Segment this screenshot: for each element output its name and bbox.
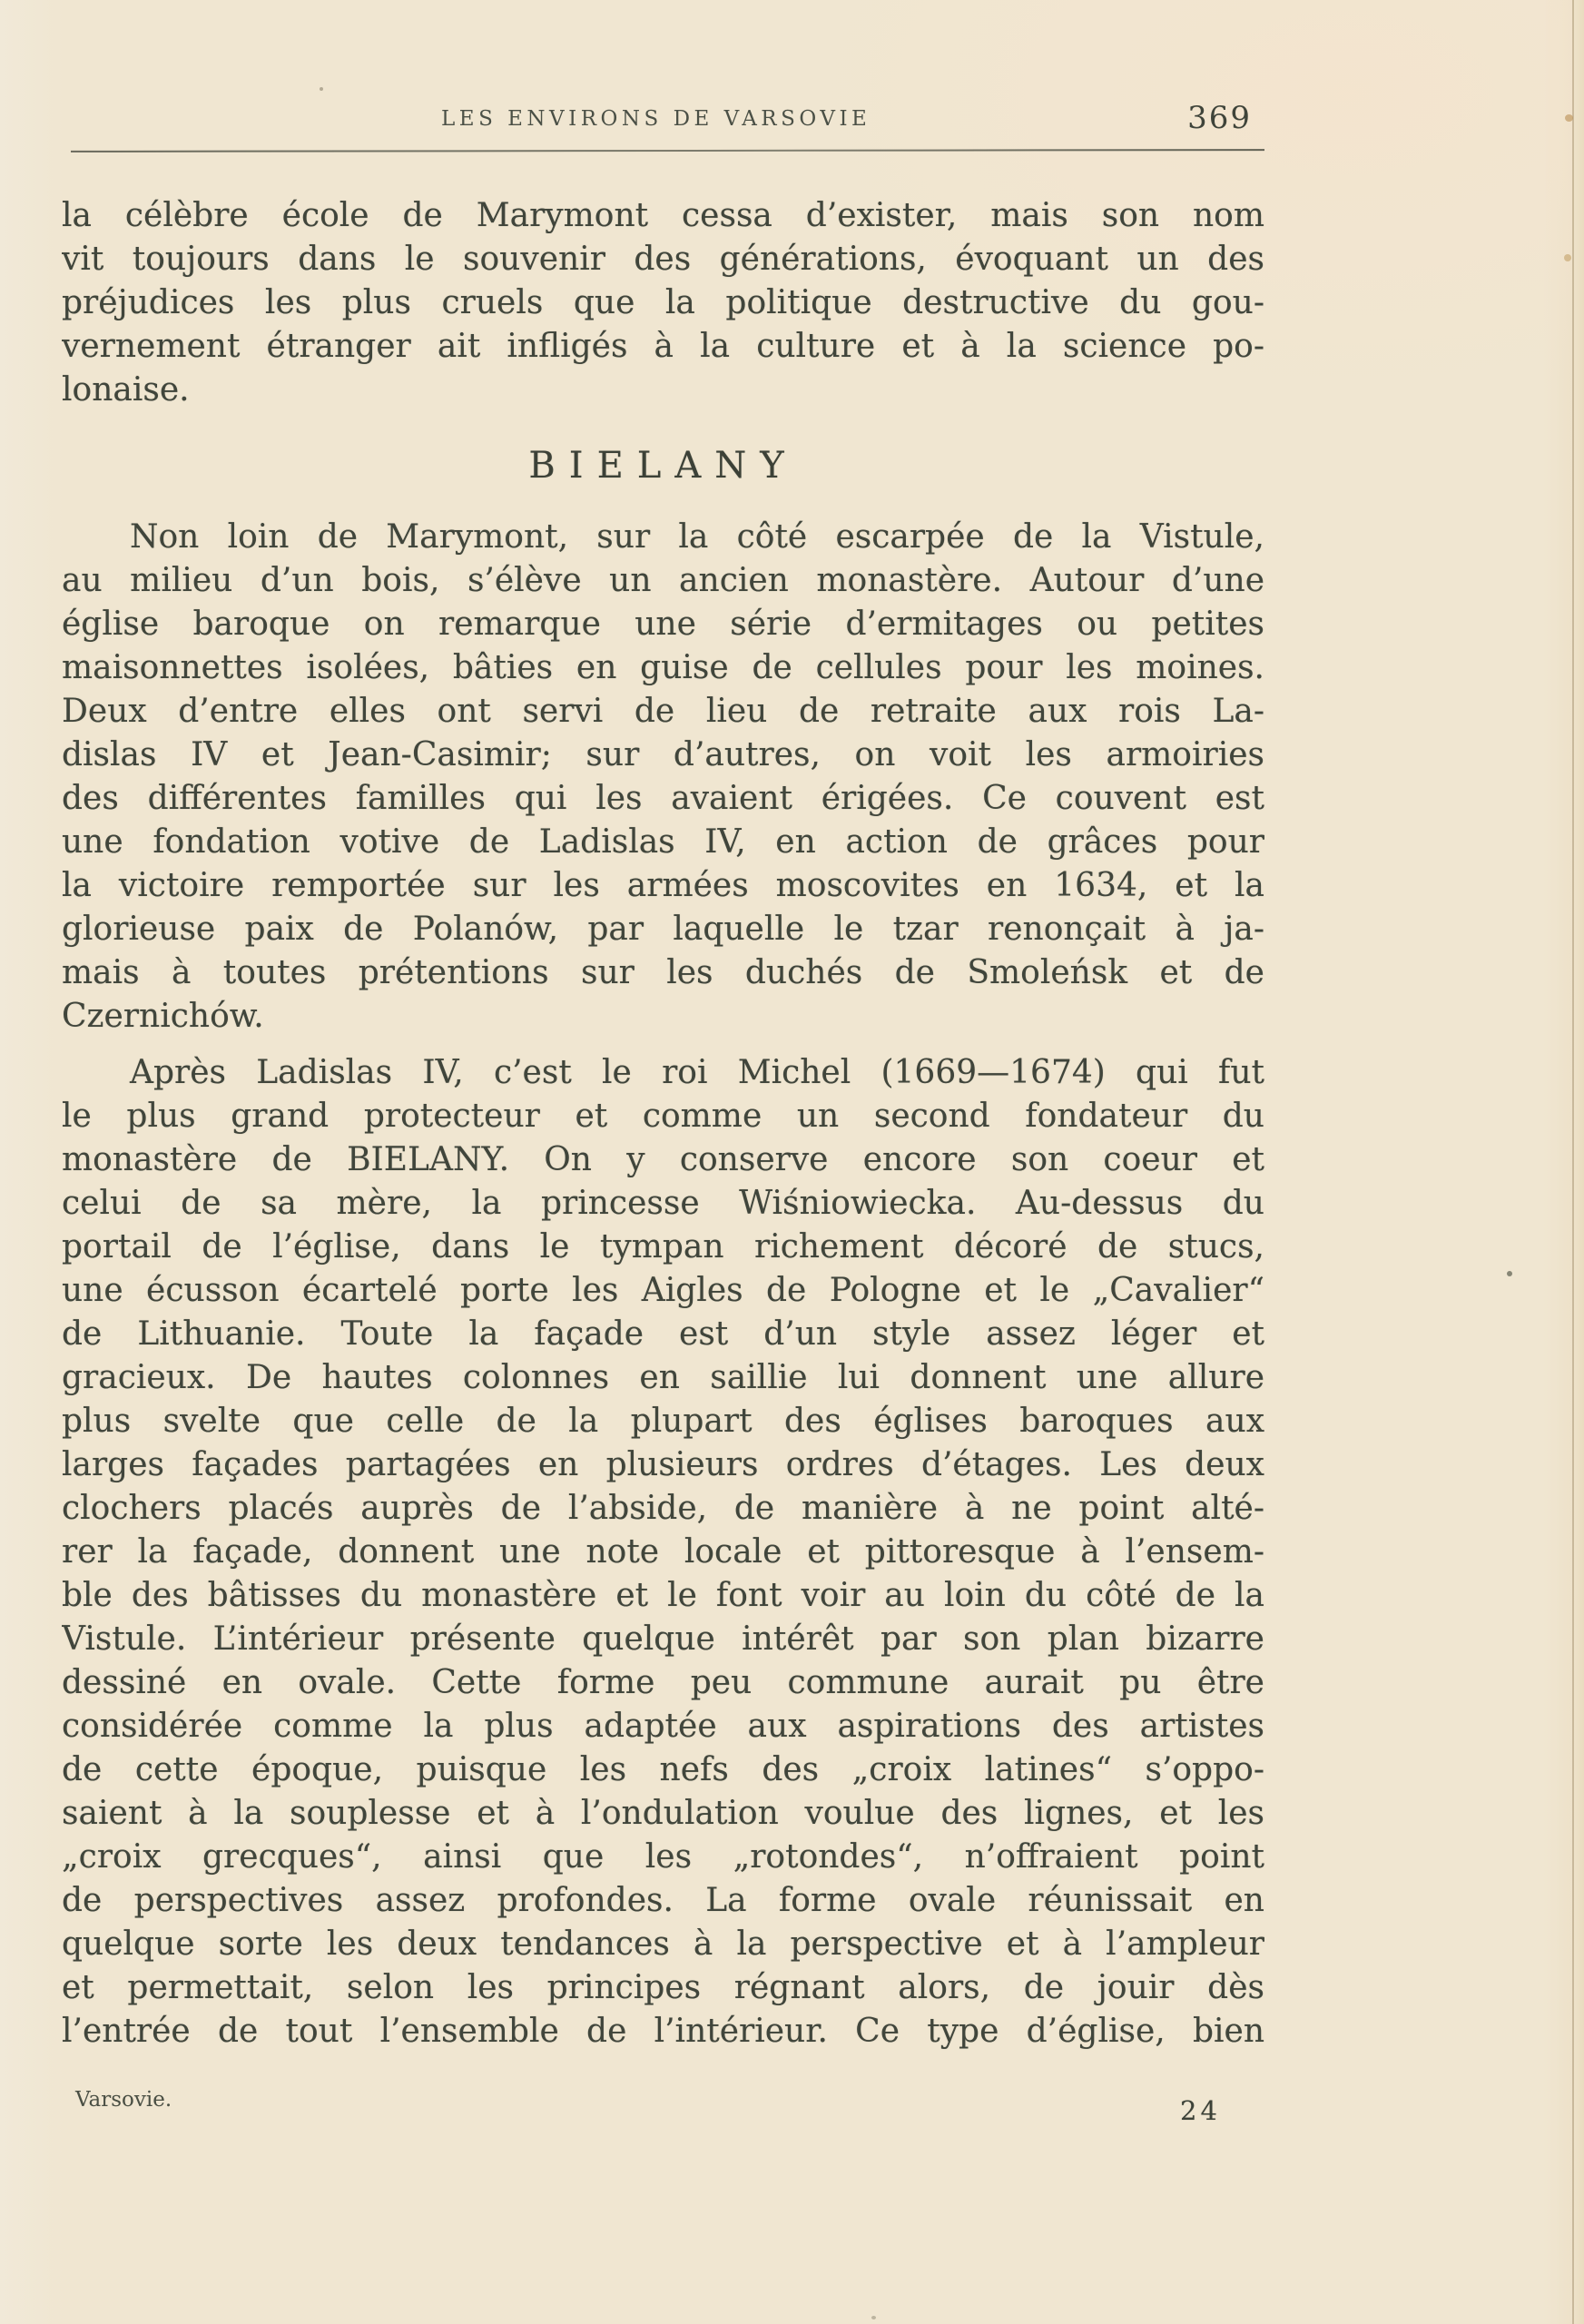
paper-speck: [320, 87, 323, 91]
paragraph-1: [62, 194, 1264, 412]
text-line: Après Ladislas IV, c’est le roi Michel (1669—1674) qui fut: [130, 1054, 1264, 1091]
paper-speck: [1507, 1271, 1512, 1276]
text-line: Deux d’entre elles ont servi de lieu de retraite aux rois La-: [62, 693, 1264, 730]
text-line: dislas IV et Jean-Casimir; sur d’autres, on voit les armoiries: [62, 736, 1264, 773]
text-line: glorieuse paix de Polanów, par laquelle le tzar renonçait à ja-: [62, 911, 1264, 948]
text-line: Non loin de Marymont, sur la côté escarpée de la Vistule,: [130, 518, 1264, 556]
text-line: la célèbre école de Marymont cessa d’exister, mais son nom: [62, 197, 1264, 234]
footer-sheet-number: 24: [1180, 2095, 1221, 2126]
text-line: maisonnettes isolées, bâties en guise de cellules pour les moines.: [62, 649, 1264, 686]
text-line: de perspectives assez profondes. La forme ovale réunissait en: [62, 1882, 1264, 1919]
text-line: mais à toutes prétentions sur les duchés de Smoleńsk et de: [62, 954, 1264, 991]
text-line: préjudices les plus cruels que la politique destructive du gou-: [62, 284, 1264, 321]
paper-speck: [1565, 114, 1573, 122]
running-header: [62, 98, 1264, 153]
text-line: de Lithuanie. Toute la façade est d’un style assez léger et: [62, 1315, 1264, 1353]
paper-speck: [871, 2316, 876, 2319]
text-line: celui de sa mère, la princesse Wiśniowiecka. Au-dessus du: [62, 1185, 1264, 1222]
text-line: rer la façade, donnent une note locale et pittoresque à l’ensem-: [62, 1533, 1264, 1571]
text-line: vernement étranger ait infligés à la culture et à la science po-: [62, 328, 1264, 365]
footer-signature: Varsovie.: [75, 2088, 172, 2112]
text-line: larges façades partagées en plusieurs ordres d’étages. Les deux: [62, 1446, 1264, 1483]
text-line: la victoire remportée sur les armées moscovites en 1634, et la: [62, 867, 1264, 904]
text-line: vit toujours dans le souvenir des générations, évoquant un des: [62, 241, 1264, 278]
text-line: monastère de BIELANY. On y conserve encore son coeur et: [62, 1141, 1264, 1178]
paragraph-3: [62, 1051, 1264, 2053]
page-edge-strip: [1574, 0, 1584, 2324]
text-line: quelque sorte les deux tendances à la perspective et à l’ampleur: [62, 1925, 1264, 1963]
text-line: le plus grand protecteur et comme un second fondateur du: [62, 1098, 1264, 1135]
text-line: saient à la souplesse et à l’ondulation voulue des lignes, et les: [62, 1795, 1264, 1832]
text-line: de cette époque, puisque les nefs des „croix latines“ s’oppo-: [62, 1751, 1264, 1788]
text-line: clochers placés auprès de l’abside, de manière à ne point alté-: [62, 1490, 1264, 1527]
text-line: une écusson écartelé porte les Aigles de Pologne et le „Cavalier“: [62, 1272, 1264, 1309]
text-line: Czernichów.: [62, 998, 264, 1035]
text-line: l’entrée de tout l’ensemble de l’intérieur. Ce type d’église, bien: [62, 2013, 1264, 2050]
text-line: église baroque on remarque une série d’ermitages ou petites: [62, 606, 1264, 643]
text-line: considérée comme la plus adaptée aux aspirations des artistes: [62, 1708, 1264, 1745]
paragraph-2: [62, 516, 1264, 1039]
text-line: ble des bâtisses du monastère et le font voir au loin du côté de la: [62, 1577, 1264, 1614]
page-number: 369: [1187, 100, 1252, 136]
text-line: dessiné en ovale. Cette forme peu commune aurait pu être: [62, 1664, 1264, 1701]
text-line: gracieux. De hautes colonnes en saillie lui donnent une allure: [62, 1359, 1264, 1396]
section-heading: BIELANY: [528, 445, 798, 487]
text-line: Vistule. L’intérieur présente quelque intérêt par son plan bizarre: [62, 1620, 1264, 1658]
page-edge-line: [1572, 0, 1574, 2324]
paper-speck: [1564, 254, 1571, 261]
text-line: portail de l’église, dans le tympan richement décoré de stucs,: [62, 1228, 1264, 1265]
running-title: LES ENVIRONS DE VARSOVIE: [441, 107, 871, 131]
text-line: une fondation votive de Ladislas IV, en action de grâces pour: [62, 823, 1264, 861]
text-line: au milieu d’un bois, s’élève un ancien monastère. Autour d’une: [62, 562, 1264, 599]
text-line: des différentes familles qui les avaient érigées. Ce couvent est: [62, 780, 1264, 817]
text-line: „croix grecques“, ainsi que les „rotondes“, n’offraient point: [62, 1838, 1264, 1876]
text-line: plus svelte que celle de la plupart des églises baroques aux: [62, 1403, 1264, 1440]
text-line: et permettait, selon les principes régnant alors, de jouir dès: [62, 1969, 1264, 2006]
text-line: lonaise.: [62, 371, 190, 409]
